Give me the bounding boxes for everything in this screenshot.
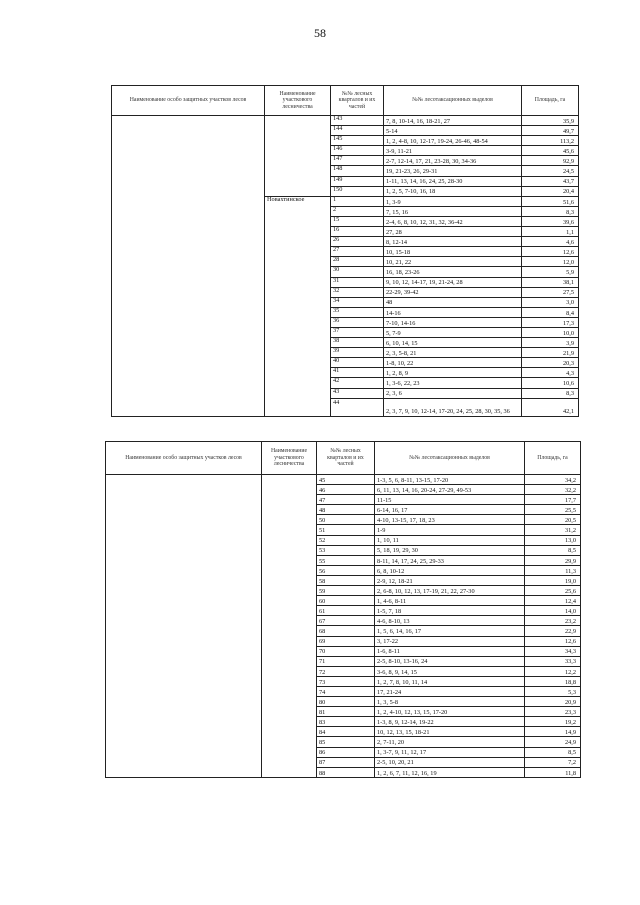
divisions-cell: 1, 2, 6, 7, 11, 12, 16, 19: [375, 767, 525, 777]
divisions-cell: 2, 6-8, 10, 12, 13, 17-19, 21, 22, 27-30: [375, 586, 525, 596]
area-cell: 1,1: [522, 227, 579, 237]
area-cell: 113,2: [522, 136, 579, 146]
divisions-cell: 2-7, 12-14, 17, 21, 23-28, 30, 34-36: [384, 156, 522, 166]
quarter-cell: 84: [317, 727, 375, 737]
area-cell: 33,3: [525, 656, 581, 666]
area-cell: 18,8: [525, 676, 581, 686]
divisions-cell: 2, 3, 5-8, 21: [384, 348, 522, 358]
area-cell: 20,3: [522, 358, 579, 368]
area-cell: 23,2: [525, 616, 581, 626]
divisions-cell: 6, 10, 14, 15: [384, 338, 522, 348]
area-cell: 8,3: [522, 388, 579, 398]
area-cell: 34,3: [525, 646, 581, 656]
quarter-cell: 58: [317, 575, 375, 585]
divisions-cell: 1, 2, 7, 8, 10, 11, 14: [375, 676, 525, 686]
divisions-cell: 14-16: [384, 307, 522, 317]
area-cell: 14,9: [525, 727, 581, 737]
quarter-cell: 147: [331, 156, 384, 166]
area-cell: 4,3: [522, 368, 579, 378]
area-cell: 51,6: [522, 196, 579, 206]
divisions-cell: 27, 28: [384, 227, 522, 237]
header-area: Площадь, га: [522, 86, 579, 116]
divisions-cell: 1, 3-6, 22, 23: [384, 378, 522, 388]
divisions-cell: 5-14: [384, 126, 522, 136]
divisions-cell: 10, 15-18: [384, 247, 522, 257]
area-cell: 7,2: [525, 757, 581, 767]
area-cell: 8,5: [525, 747, 581, 757]
quarter-cell: 61: [317, 606, 375, 616]
area-cell: 25,6: [525, 586, 581, 596]
divisions-cell: 1, 3-9: [384, 196, 522, 206]
quarter-cell: 144: [331, 126, 384, 136]
quarter-cell: 74: [317, 686, 375, 696]
divisions-cell: 4-6, 8-10, 13: [375, 616, 525, 626]
quarter-cell: 48: [317, 505, 375, 515]
area-cell: 4,6: [522, 237, 579, 247]
area-cell: 92,9: [522, 156, 579, 166]
area-cell: 12,6: [522, 247, 579, 257]
divisions-cell: 1, 2, 4-10, 12, 13, 15, 17-20: [375, 707, 525, 717]
quarter-cell: 68: [317, 626, 375, 636]
divisions-cell: 17, 21-24: [375, 686, 525, 696]
header-forestry: Наименование участкового лесничества: [265, 86, 331, 116]
divisions-cell: 9, 10, 12, 14-17, 19, 21-24, 28: [384, 277, 522, 287]
divisions-cell: 19, 21-23, 26, 29-31: [384, 166, 522, 176]
quarter-cell: 145: [331, 136, 384, 146]
quarter-cell: 70: [317, 646, 375, 656]
divisions-cell: 2-9, 12, 18-21: [375, 575, 525, 585]
divisions-cell: 1, 10, 11: [375, 535, 525, 545]
quarter-cell: 35: [331, 307, 384, 317]
quarter-cell: 149: [331, 176, 384, 186]
area-cell: 42,1: [522, 398, 579, 416]
header-district: Наименование особо защитных участков лесов: [106, 442, 262, 475]
quarter-cell: 47: [317, 495, 375, 505]
header-quarter: №№ лесных кварталов и их частей: [331, 86, 384, 116]
quarter-cell: 38: [331, 338, 384, 348]
district-cell: [112, 116, 265, 417]
area-cell: 5,9: [522, 267, 579, 277]
area-cell: 20,4: [522, 186, 579, 196]
quarter-cell: 42: [331, 378, 384, 388]
quarter-cell: 41: [331, 368, 384, 378]
divisions-cell: 3, 17-22: [375, 636, 525, 646]
divisions-cell: 4-10, 13-15, 17, 18, 23: [375, 515, 525, 525]
divisions-cell: 1, 3-7, 9, 11, 12, 17: [375, 747, 525, 757]
area-cell: 24,9: [525, 737, 581, 747]
header-divisions: №№ лесотаксационных выделов: [384, 86, 522, 116]
divisions-cell: 2-5, 10, 20, 21: [375, 757, 525, 767]
divisions-cell: 1-3, 8, 9, 12-14, 19-22: [375, 717, 525, 727]
area-cell: 3,0: [522, 297, 579, 307]
area-cell: 38,1: [522, 277, 579, 287]
divisions-cell: 22-29, 39-42: [384, 287, 522, 297]
area-cell: 49,7: [522, 126, 579, 136]
area-cell: 5,3: [525, 686, 581, 696]
quarter-cell: 39: [331, 348, 384, 358]
table-row: [106, 475, 581, 485]
divisions-cell: 2-5, 8-10, 13-16, 24: [375, 656, 525, 666]
quarter-cell: 88: [317, 767, 375, 777]
divisions-cell: 10, 12, 13, 15, 18-21: [375, 727, 525, 737]
divisions-cell: 8, 12-14: [384, 237, 522, 247]
quarter-cell: 86: [317, 747, 375, 757]
forestry-cell: [262, 475, 317, 778]
quarter-cell: 2: [331, 206, 384, 216]
area-cell: 20,5: [525, 515, 581, 525]
divisions-cell: 10, 21, 22: [384, 257, 522, 267]
divisions-cell: 2-4, 6, 8, 10, 12, 31, 32, 36-42: [384, 216, 522, 226]
quarter-cell: 46: [317, 485, 375, 495]
divisions-cell: 6, 8, 10-12: [375, 565, 525, 575]
quarter-cell: 71: [317, 656, 375, 666]
quarter-cell: 32: [331, 287, 384, 297]
quarter-cell: 27: [331, 247, 384, 257]
area-cell: 21,9: [522, 348, 579, 358]
quarter-cell: 53: [317, 545, 375, 555]
divisions-cell: 2, 7-11, 20: [375, 737, 525, 747]
quarter-cell: 60: [317, 596, 375, 606]
quarter-cell: 34: [331, 297, 384, 307]
quarter-cell: 72: [317, 666, 375, 676]
quarter-cell: 69: [317, 636, 375, 646]
area-cell: 34,2: [525, 475, 581, 485]
divisions-cell: 48: [384, 297, 522, 307]
divisions-cell: 1, 2, 4-8, 10, 12-17, 19-24, 26-46, 48-54: [384, 136, 522, 146]
divisions-cell: 1, 5, 6, 14, 16, 17: [375, 626, 525, 636]
quarter-cell: 30: [331, 267, 384, 277]
quarter-cell: 73: [317, 676, 375, 686]
area-cell: 45,6: [522, 146, 579, 156]
quarter-cell: 150: [331, 186, 384, 196]
quarter-cell: 43: [331, 388, 384, 398]
divisions-cell: 7, 8, 10-14, 16, 18-21, 27: [384, 116, 522, 126]
quarter-cell: 28: [331, 257, 384, 267]
area-cell: 10,6: [522, 378, 579, 388]
divisions-cell: 5, 18, 19, 29, 30: [375, 545, 525, 555]
forestry-cell: [265, 116, 331, 197]
quarter-cell: 50: [317, 515, 375, 525]
quarter-cell: 31: [331, 277, 384, 287]
page-number: 58: [314, 26, 326, 40]
quarter-cell: 56: [317, 565, 375, 575]
quarter-cell: 37: [331, 327, 384, 337]
divisions-cell: 1, 2, 8, 9: [384, 368, 522, 378]
divisions-cell: 1-11, 13, 14, 16, 24, 25, 28-30: [384, 176, 522, 186]
divisions-cell: 8-11, 14, 17, 24, 25, 29-33: [375, 555, 525, 565]
quarter-cell: 44: [331, 398, 384, 416]
area-cell: 17,7: [525, 495, 581, 505]
quarter-cell: 67: [317, 616, 375, 626]
area-cell: 11,3: [525, 565, 581, 575]
header-area: Площадь, га: [525, 442, 581, 475]
quarter-cell: 146: [331, 146, 384, 156]
area-cell: 12,4: [525, 596, 581, 606]
header-divisions: №№ лесотаксационных выделов: [375, 442, 525, 475]
table-row: [112, 116, 579, 126]
area-cell: 12,0: [522, 257, 579, 267]
divisions-cell: 5, 7-9: [384, 327, 522, 337]
area-cell: 8,3: [522, 206, 579, 216]
area-cell: 35,9: [522, 116, 579, 126]
area-cell: 25,5: [525, 505, 581, 515]
quarter-cell: 1: [331, 196, 384, 206]
quarter-cell: 59: [317, 586, 375, 596]
header-forestry: Наименование участкового лесничества: [262, 442, 317, 475]
area-cell: 24,5: [522, 166, 579, 176]
quarter-cell: 81: [317, 707, 375, 717]
table-2-body: [106, 475, 581, 778]
divisions-cell: 6-14, 16, 17: [375, 505, 525, 515]
divisions-cell: 6, 11, 13, 14, 16, 20-24, 27-29, 49-53: [375, 485, 525, 495]
divisions-cell: 16, 18, 23-26: [384, 267, 522, 277]
divisions-cell: 1-8, 10, 22: [384, 358, 522, 368]
divisions-cell: 11-15: [375, 495, 525, 505]
quarter-cell: 45: [317, 475, 375, 485]
area-cell: 19,2: [525, 717, 581, 727]
area-cell: 14,0: [525, 606, 581, 616]
area-cell: 22,9: [525, 626, 581, 636]
quarter-cell: 143: [331, 116, 384, 126]
area-cell: 12,6: [525, 636, 581, 646]
divisions-cell: 1-3, 5, 6, 8-11, 13-15, 17-20: [375, 475, 525, 485]
area-cell: 23,3: [525, 707, 581, 717]
quarter-cell: 85: [317, 737, 375, 747]
quarter-cell: 148: [331, 166, 384, 176]
area-cell: 32,2: [525, 485, 581, 495]
quarter-cell: 87: [317, 757, 375, 767]
area-cell: 29,9: [525, 555, 581, 565]
divisions-cell: 2, 3, 7, 9, 10, 12-14, 17-20, 24, 25, 28, 30, 35, 36: [384, 398, 522, 416]
area-cell: 8,4: [522, 307, 579, 317]
divisions-cell: 3-6, 8, 9, 14, 15: [375, 666, 525, 676]
area-cell: 8,5: [525, 545, 581, 555]
area-cell: 43,7: [522, 176, 579, 186]
district-cell: [106, 475, 262, 778]
divisions-cell: 2, 3, 6: [384, 388, 522, 398]
area-cell: 17,3: [522, 317, 579, 327]
area-cell: 12,2: [525, 666, 581, 676]
divisions-cell: 1, 3, 5-8: [375, 697, 525, 707]
table-1-body: [112, 116, 579, 417]
area-cell: 19,0: [525, 575, 581, 585]
area-cell: 13,0: [525, 535, 581, 545]
header-quarter: №№ лесных кварталов и их частей: [317, 442, 375, 475]
divisions-cell: 1-6, 8-11: [375, 646, 525, 656]
quarter-cell: 55: [317, 555, 375, 565]
area-cell: 3,9: [522, 338, 579, 348]
quarter-cell: 40: [331, 358, 384, 368]
divisions-cell: 1, 2, 5, 7-10, 16, 18: [384, 186, 522, 196]
header-district: Наименование особо защитных участков лесов: [112, 86, 265, 116]
quarter-cell: 16: [331, 227, 384, 237]
quarter-cell: 52: [317, 535, 375, 545]
forestry-cell: Новахтинское: [265, 196, 331, 416]
quarter-cell: 51: [317, 525, 375, 535]
protected-areas-table-1: [111, 85, 579, 417]
quarter-cell: 83: [317, 717, 375, 727]
divisions-cell: 7, 15, 16: [384, 206, 522, 216]
divisions-cell: 7-10, 14-16: [384, 317, 522, 327]
area-cell: 20,9: [525, 697, 581, 707]
area-cell: 31,2: [525, 525, 581, 535]
divisions-cell: 1-9: [375, 525, 525, 535]
divisions-cell: 1, 4-6, 8-11: [375, 596, 525, 606]
area-cell: 27,5: [522, 287, 579, 297]
quarter-cell: 15: [331, 216, 384, 226]
area-cell: 39,6: [522, 216, 579, 226]
quarter-cell: 26: [331, 237, 384, 247]
quarter-cell: 36: [331, 317, 384, 327]
protected-areas-table-2: [105, 441, 581, 778]
quarter-cell: 80: [317, 697, 375, 707]
divisions-cell: 1-5, 7, 18: [375, 606, 525, 616]
area-cell: 10,0: [522, 327, 579, 337]
divisions-cell: 3-9, 11-21: [384, 146, 522, 156]
area-cell: 11,8: [525, 767, 581, 777]
